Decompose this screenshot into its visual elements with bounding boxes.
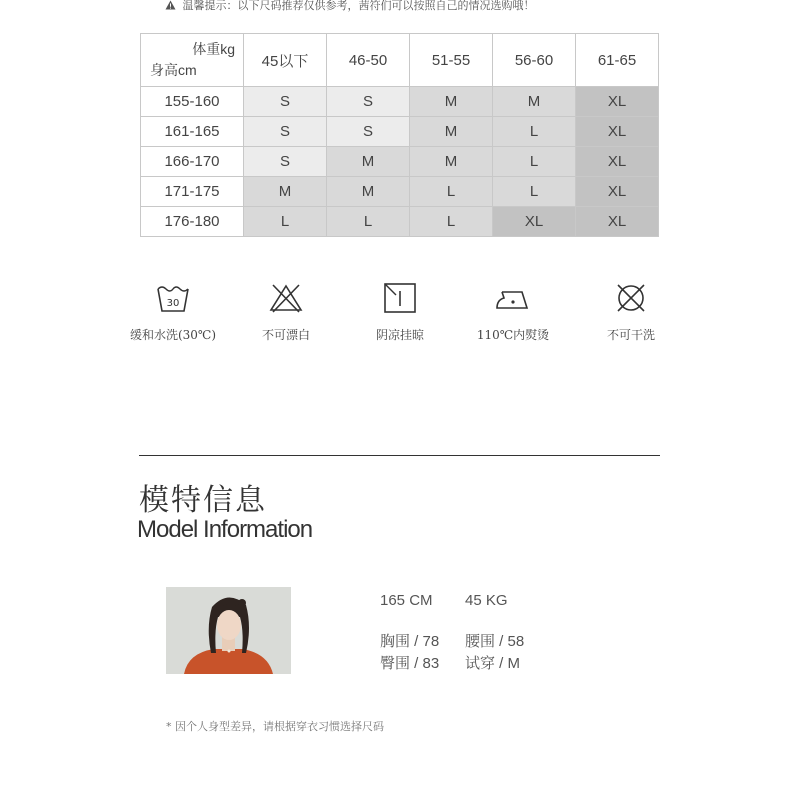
warning-icon [165,0,179,12]
size-cell: M [410,117,493,147]
care-item-wash [118,280,228,343]
height-row-header: 161-165 [141,117,244,147]
size-cell: L [327,207,410,237]
care-label: 阴凉挂晾 [375,328,424,342]
size-cell: S [244,147,327,177]
weight-column-header: 56-60 [493,34,576,87]
weight-column-header: 51-55 [410,34,493,87]
size-chart-row [141,177,659,207]
size-cell: S [244,117,327,147]
section-title-en: Model Information [137,516,313,543]
size-cell: XL [576,177,659,207]
size-cell: M [327,177,410,207]
size-cell: L [493,177,576,207]
care-label: 不可干洗 [606,328,655,342]
size-cell: L [410,177,493,207]
model-fit-size: 试穿 / M [465,655,520,672]
tip-text: 温馨提示：以下尺码推荐仅供参考，茜符们可以按照自己的情况选购哦！ [182,0,535,12]
size-chart-row [141,87,659,117]
weight-column-header: 45以下 [244,34,327,87]
size-cell: M [493,87,576,117]
weight-column-header: 46-50 [327,34,410,87]
size-chart-header-row [141,34,659,87]
size-cell: XL [576,117,659,147]
model-photo [166,587,291,674]
size-cell: M [410,87,493,117]
care-label: 不可漂白 [261,328,310,342]
model-height: 165 CM [380,592,433,609]
size-cell: S [327,87,410,117]
wash-30-icon [118,280,228,316]
height-row-header: 166-170 [141,147,244,177]
line-dry-shade-icon [345,280,455,316]
care-item-dryclean [576,280,686,343]
model-bust: 胸围 / 78 [380,633,440,650]
model-waist: 腰围 / 58 [465,633,525,650]
size-cell: M [244,177,327,207]
iron-icon [458,280,568,316]
size-chart [140,33,659,237]
size-cell: L [493,147,576,177]
height-row-header: 171-175 [141,177,244,207]
height-row-header: 155-160 [141,87,244,117]
size-chart-corner [141,34,244,87]
care-item-dry [345,280,455,343]
wash-temp-label: 30 [166,298,180,309]
size-cell: S [327,117,410,147]
size-cell: M [410,147,493,177]
model-hip: 臀围 / 83 [380,655,440,672]
no-dry-clean-icon [576,280,686,316]
care-item-iron [458,280,568,343]
section-divider [139,455,660,456]
size-cell: L [410,207,493,237]
no-bleach-icon [231,280,341,316]
weight-axis-label: 体重kg [192,41,235,57]
height-row-header: 176-180 [141,207,244,237]
size-chart-row [141,147,659,177]
size-cell: L [244,207,327,237]
size-cell: XL [576,147,659,177]
size-cell: S [244,87,327,117]
care-item-bleach [231,280,341,343]
size-cell: XL [576,207,659,237]
care-label: 110℃内熨烫 [476,328,550,342]
care-label: 缓和水洗(30℃) [129,328,217,342]
weight-column-header: 61-65 [576,34,659,87]
size-cell: XL [493,207,576,237]
size-cell: L [493,117,576,147]
size-tip [165,0,535,12]
size-cell: M [327,147,410,177]
size-chart-row [141,207,659,237]
height-axis-label: 身高cm [150,62,197,78]
care-instructions [118,280,682,350]
size-chart-row [141,117,659,147]
size-cell: XL [576,87,659,117]
model-weight: 45 KG [465,592,508,609]
size-note: * 因个人身型差异，请根据穿衣习惯选择尺码 [166,720,384,733]
section-title-cn: 模特信息 [139,483,267,518]
